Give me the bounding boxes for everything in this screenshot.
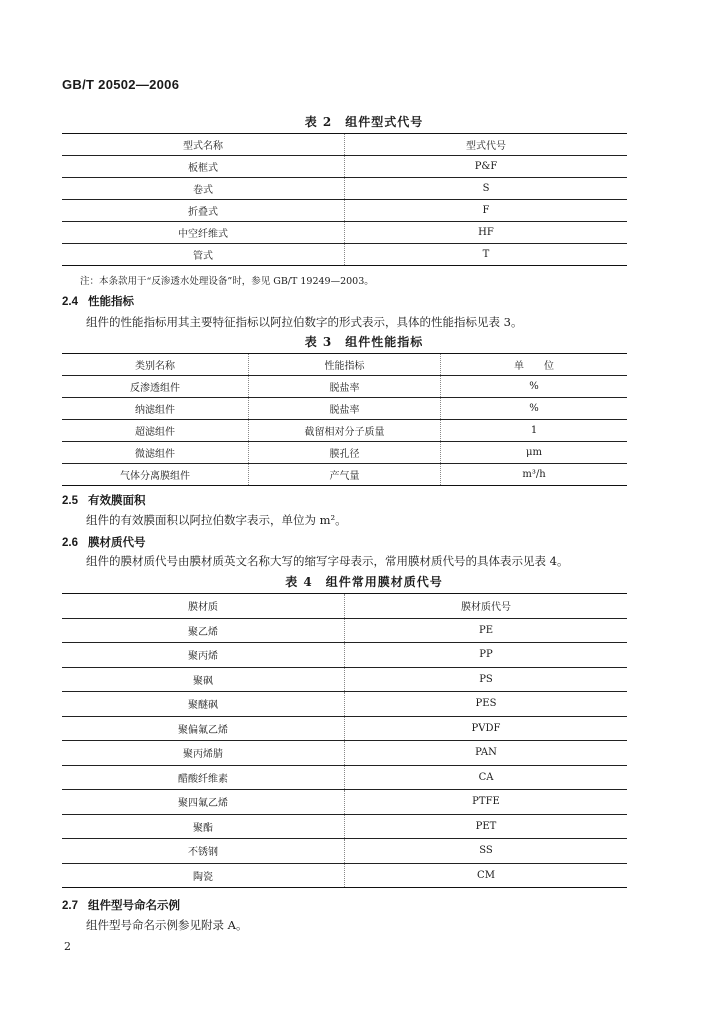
table-cell: m³/h [441,464,627,486]
table-cell: 不锈钢 [62,839,345,864]
table-cell: PAN [345,741,628,766]
table-row [62,420,627,442]
table-cell: PP [345,643,628,668]
table-cell: F [345,200,628,222]
table4 [62,593,627,888]
table-cell: 膜孔径 [248,442,440,464]
table-cell: 聚砜 [62,667,345,692]
table-cell: PET [345,814,628,839]
table-cell: HF [345,222,628,244]
section-title: 组件型号命名示例 [88,898,180,912]
table-cell: 超滤组件 [62,420,248,442]
table-row [62,222,627,244]
table-cell: 板框式 [62,156,345,178]
table-cell: 醋酸纤维素 [62,765,345,790]
section-text-2-5: 组件的有效膜面积以阿拉伯数字表示，单位为 m²。 [86,513,347,527]
table-row [62,814,627,839]
table-row [62,156,627,178]
table-row [62,464,627,486]
table-cell: CM [345,863,628,888]
table2-note: 注：本条款用于“反渗透水处理设备”时，参见 GB/T 19249—2003。 [80,276,374,287]
page-number: 2 [64,940,71,953]
table-header-row [62,594,627,619]
table-cell: 折叠式 [62,200,345,222]
table-cell: 聚丙烯腈 [62,741,345,766]
table-cell: 反渗透组件 [62,376,248,398]
table-row [62,398,627,420]
table-header-row [62,354,627,376]
section-text-2-7: 组件型号命名示例参见附录 A。 [86,918,248,932]
table-row [62,741,627,766]
table-cell: 陶瓷 [62,863,345,888]
table-cell: 卷式 [62,178,345,200]
table-cell: PS [345,667,628,692]
section-heading-2-4 [62,293,134,309]
table-row [62,667,627,692]
table-cell: PE [345,618,628,643]
table-cell: 产气量 [248,464,440,486]
section-title: 有效膜面积 [88,493,146,507]
section-heading-2-6 [62,534,146,550]
table-cell: 纳滤组件 [62,398,248,420]
table-cell: 聚偏氟乙烯 [62,716,345,741]
table-row [62,244,627,266]
table-row [62,839,627,864]
table-row [62,643,627,668]
table-cell: μm [441,442,627,464]
table-header-cell: 单 位 [441,354,627,376]
section-title: 性能指标 [88,294,134,308]
standard-code: GB/T 20502—2006 [62,77,180,92]
table-cell: SS [345,839,628,864]
table-cell: PES [345,692,628,717]
section-number: 2.5 [62,495,78,507]
section-title: 膜材质代号 [88,535,146,549]
table-header-row [62,134,627,156]
table-cell: PVDF [345,716,628,741]
table-header-cell: 膜材质代号 [345,594,628,619]
table-cell: S [345,178,628,200]
table-header-cell: 类别名称 [62,354,248,376]
table-cell: % [441,398,627,420]
table-cell: 聚乙烯 [62,618,345,643]
table-row [62,790,627,815]
table-row [62,765,627,790]
table-row [62,863,627,888]
table-cell: 中空纤维式 [62,222,345,244]
table-cell: 1 [441,420,627,442]
table-cell: 气体分离膜组件 [62,464,248,486]
table3 [62,353,627,486]
table-cell: 聚丙烯 [62,643,345,668]
table-cell: P&F [345,156,628,178]
table-row [62,376,627,398]
table3-caption: 表 3 组件性能指标 [304,335,424,349]
section-text-2-4: 组件的性能指标用其主要特征指标以阿拉伯数字的形式表示，具体的性能指标见表 3。 [86,315,523,329]
table-cell: 脱盐率 [248,398,440,420]
table-row [62,178,627,200]
table-header-cell: 型式代号 [345,134,628,156]
table4-caption: 表 4 组件常用膜材质代号 [285,575,443,589]
table-row [62,716,627,741]
table2-caption: 表 2 组件型式代号 [304,115,424,129]
table-row [62,692,627,717]
section-number: 2.4 [62,296,78,308]
table-cell: 管式 [62,244,345,266]
table-header-cell: 性能指标 [248,354,440,376]
section-text-2-6: 组件的膜材质代号由膜材质英文名称大写的缩写字母表示，常用膜材质代号的具体表示见表 4。 [86,554,569,568]
table-cell: 微滤组件 [62,442,248,464]
table-cell: 脱盐率 [248,376,440,398]
section-number: 2.6 [62,537,78,549]
table-header-cell: 型式名称 [62,134,345,156]
table-cell: T [345,244,628,266]
table-row [62,200,627,222]
table2 [62,133,627,266]
table-cell: 聚醚砜 [62,692,345,717]
table-cell: CA [345,765,628,790]
table-header-cell: 膜材质 [62,594,345,619]
section-number: 2.7 [62,900,78,912]
table-row [62,618,627,643]
section-heading-2-7 [62,897,180,913]
table-cell: % [441,376,627,398]
table-cell: PTFE [345,790,628,815]
table-row [62,442,627,464]
section-heading-2-5 [62,492,146,508]
table-cell: 聚酯 [62,814,345,839]
table-cell: 截留相对分子质量 [248,420,440,442]
table-cell: 聚四氟乙烯 [62,790,345,815]
